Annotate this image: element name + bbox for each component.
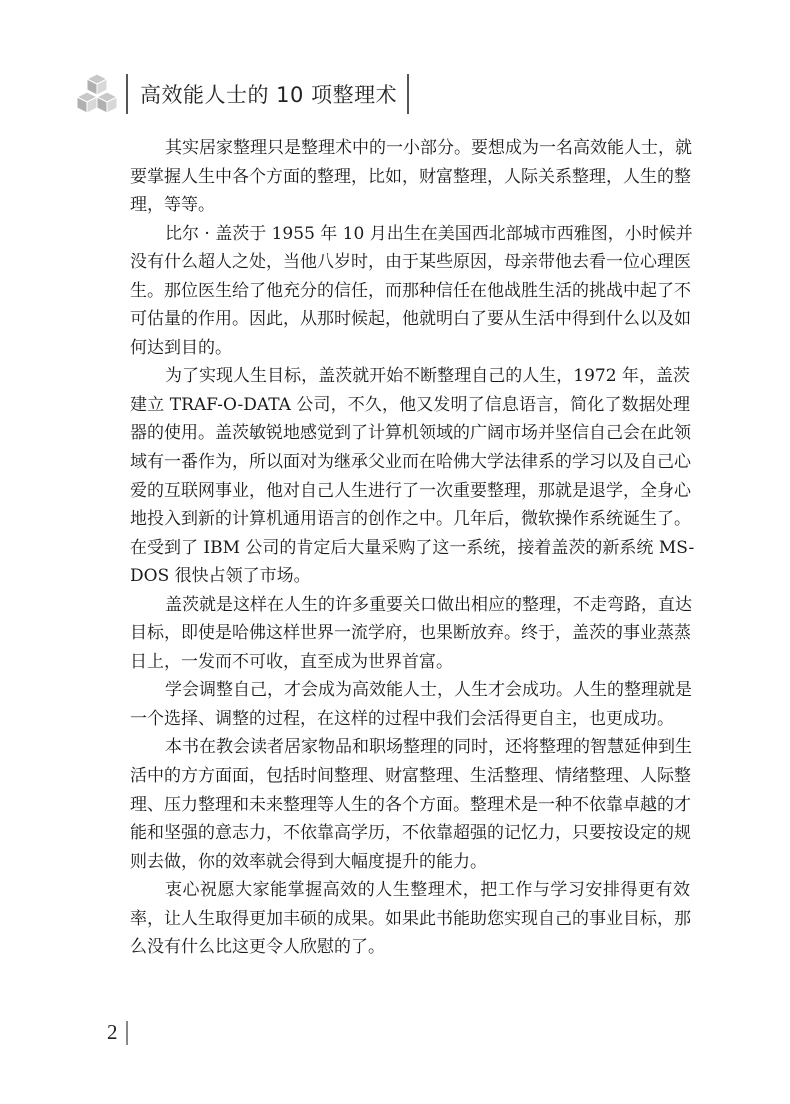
text-line: 在受到了 IBM 公司的肯定后大量采购了这一系统，接着盖茨的新系统 MS- [130,537,695,558]
paragraph [130,134,690,220]
text-line: 为了实现人生目标，盖茨就开始不断整理自己的人生，1972 年，盖茨 [165,366,690,387]
text-line: 建立 TRAF-O-DATA 公司，不久，他又发明了信息语言，简化了数据处理 [130,394,690,415]
stacked-cubes-icon [76,72,118,116]
paragraph [130,733,690,876]
text-line: 一个选择、调整的过程，在这样的过程中我们会活得更自主，也更成功。 [130,708,674,729]
body-text [130,134,695,962]
text-line: 爱的互联网事业，他对自己人生进行了一次重要整理，那就是退学，全身心 [130,480,691,501]
running-header [76,70,409,118]
text-line: 可估量的作用。因此，从那时候起，他就明白了要从生活中得到什么以及如 [130,309,691,330]
text-line: 没有什么超人之处，当他八岁时，由于某些原因，母亲带他去看一位心理医 [130,252,691,273]
paragraph [130,876,690,962]
header-divider [126,74,128,114]
text-line: 则去做，你的效率就会得到大幅度提升的能力。 [130,851,487,872]
text-line: 目标，即使是哈佛这样世界一流学府，也果断放弃。终于，盖茨的事业蒸蒸 [130,623,691,644]
text-line: 比尔 · 盖茨于 1955 年 10 月出生在美国西北部城市西雅图，小时候并 [165,223,693,244]
text-line: 率，让人生取得更加丰硕的成果。如果此书能助您实现自己的事业目标，那 [130,908,691,929]
text-line: 地投入到新的计算机通用语言的创作之中。几年后，微软操作系统诞生了。 [130,509,691,530]
paragraph [130,362,695,590]
text-line: 能和坚强的意志力，不依靠高学历，不依靠超强的记忆力，只要按设定的规 [130,823,691,844]
text-line: 日上，一发而不可收，直至成为世界首富。 [130,651,453,672]
text-line: 活中的方方面面，包括时间整理、财富整理、生活整理、情绪整理、人际整 [130,766,691,787]
running-title: 高效能人士的 10 项整理术 [140,83,398,107]
text-line: 要掌握人生中各个方面的整理，比如，财富整理，人际关系整理，人生的整 [130,166,691,187]
paragraph [130,591,690,677]
page-footer [107,1020,128,1045]
footer-divider [126,1021,128,1045]
text-line: 衷心祝愿大家能掌握高效的人生整理术，把工作与学习安排得更有效 [165,880,690,901]
text-line: 域有一番作为，所以面对为继承父业而在哈佛大学法律系的学习以及自己心 [130,452,691,473]
text-line: 盖茨就是这样在人生的许多重要关口做出相应的整理，不走弯路，直达 [165,594,692,615]
paragraph [130,220,693,363]
text-line: 学会调整自己，才会成为高效能人士，人生才会成功。人生的整理就是 [165,680,692,701]
text-line: 其实居家整理只是整理术中的一小部分。要想成为一名高效能人士，就 [165,138,692,158]
text-line: 器的使用。盖茨敏锐地感觉到了计算机领域的广阔市场并坚信自己会在此领 [130,423,691,444]
header-divider [407,74,409,114]
text-line: DOS 很快占领了市场。 [130,566,311,587]
text-line: 生。那位医生给了他充分的信任，而那种信任在他战胜生活的挑战中起了不 [130,280,691,301]
text-line: 么没有什么比这更令人欣慰的了。 [130,937,385,958]
text-line: 理、压力整理和未来整理等人生的各个方面。整理术是一种不依靠卓越的才 [130,794,691,815]
text-line: 本书在教会读者居家物品和职场整理的同时，还将整理的智慧延伸到生 [165,737,692,758]
text-line: 理，等等。 [130,195,215,216]
paragraph [130,676,690,733]
page-number: 2 [107,1020,118,1044]
text-line: 何达到目的。 [130,337,232,358]
